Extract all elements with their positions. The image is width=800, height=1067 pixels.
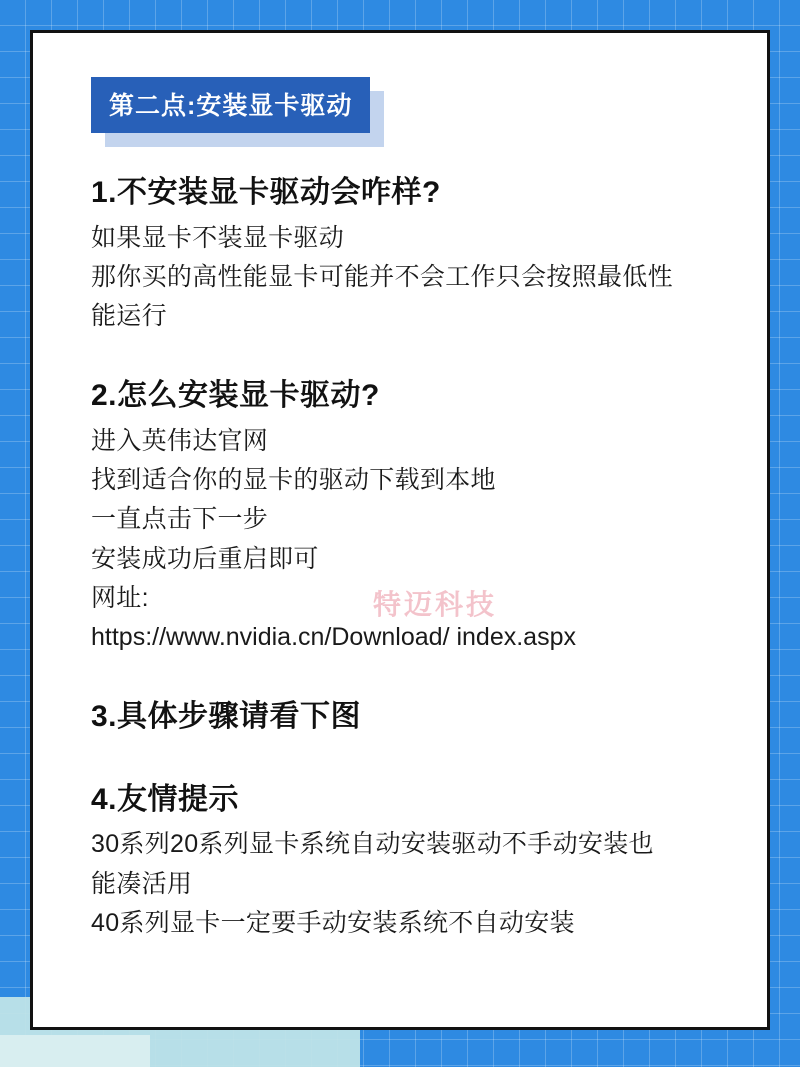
section-2-line-5: 网址: [91, 583, 149, 612]
watermark-text: 特迈科技 [373, 589, 498, 620]
section-1 [91, 173, 727, 334]
section-1-line-1: 如果显卡不装显卡驱动 [91, 223, 345, 252]
section-2 [91, 376, 727, 655]
section-4-line-1: 30系列20系列显卡系统自动安装驱动不手动安装也 [91, 830, 654, 859]
page-title: 第二点:安装显卡驱动 [91, 77, 370, 133]
section-3-heading: 3.具体步骤请看下图 [91, 700, 362, 734]
content-card [30, 30, 770, 1030]
section-4-heading: 4.友情提示 [91, 782, 240, 816]
title-banner [91, 77, 370, 133]
section-4-line-3: 40系列显卡一定要手动安装系统不自动安装 [91, 908, 575, 937]
section-2-line-3: 一直点击下一步 [91, 505, 269, 534]
section-1-line-3: 能运行 [91, 302, 167, 330]
download-url[interactable]: https://www.nvidia.cn/Download/ index.aspx [91, 623, 576, 651]
section-1-heading: 1.不安装显卡驱动会咋样? [91, 176, 441, 209]
section-4 [91, 780, 727, 941]
section-2-line-4: 安装成功后重启即可 [91, 544, 319, 573]
teal-accent-band-inner [0, 1035, 150, 1067]
section-2-line-2: 找到适合你的显卡的驱动下载到本地 [91, 466, 496, 494]
section-3 [91, 697, 727, 738]
section-1-line-2: 那你买的高性能显卡可能并不会工作只会按照最低性 [91, 262, 673, 291]
section-2-heading: 2.怎么安装显卡驱动? [91, 379, 380, 413]
article-body [63, 173, 737, 941]
section-2-line-1: 进入英伟达官网 [91, 426, 269, 455]
section-4-line-2: 能凑活用 [91, 869, 193, 898]
